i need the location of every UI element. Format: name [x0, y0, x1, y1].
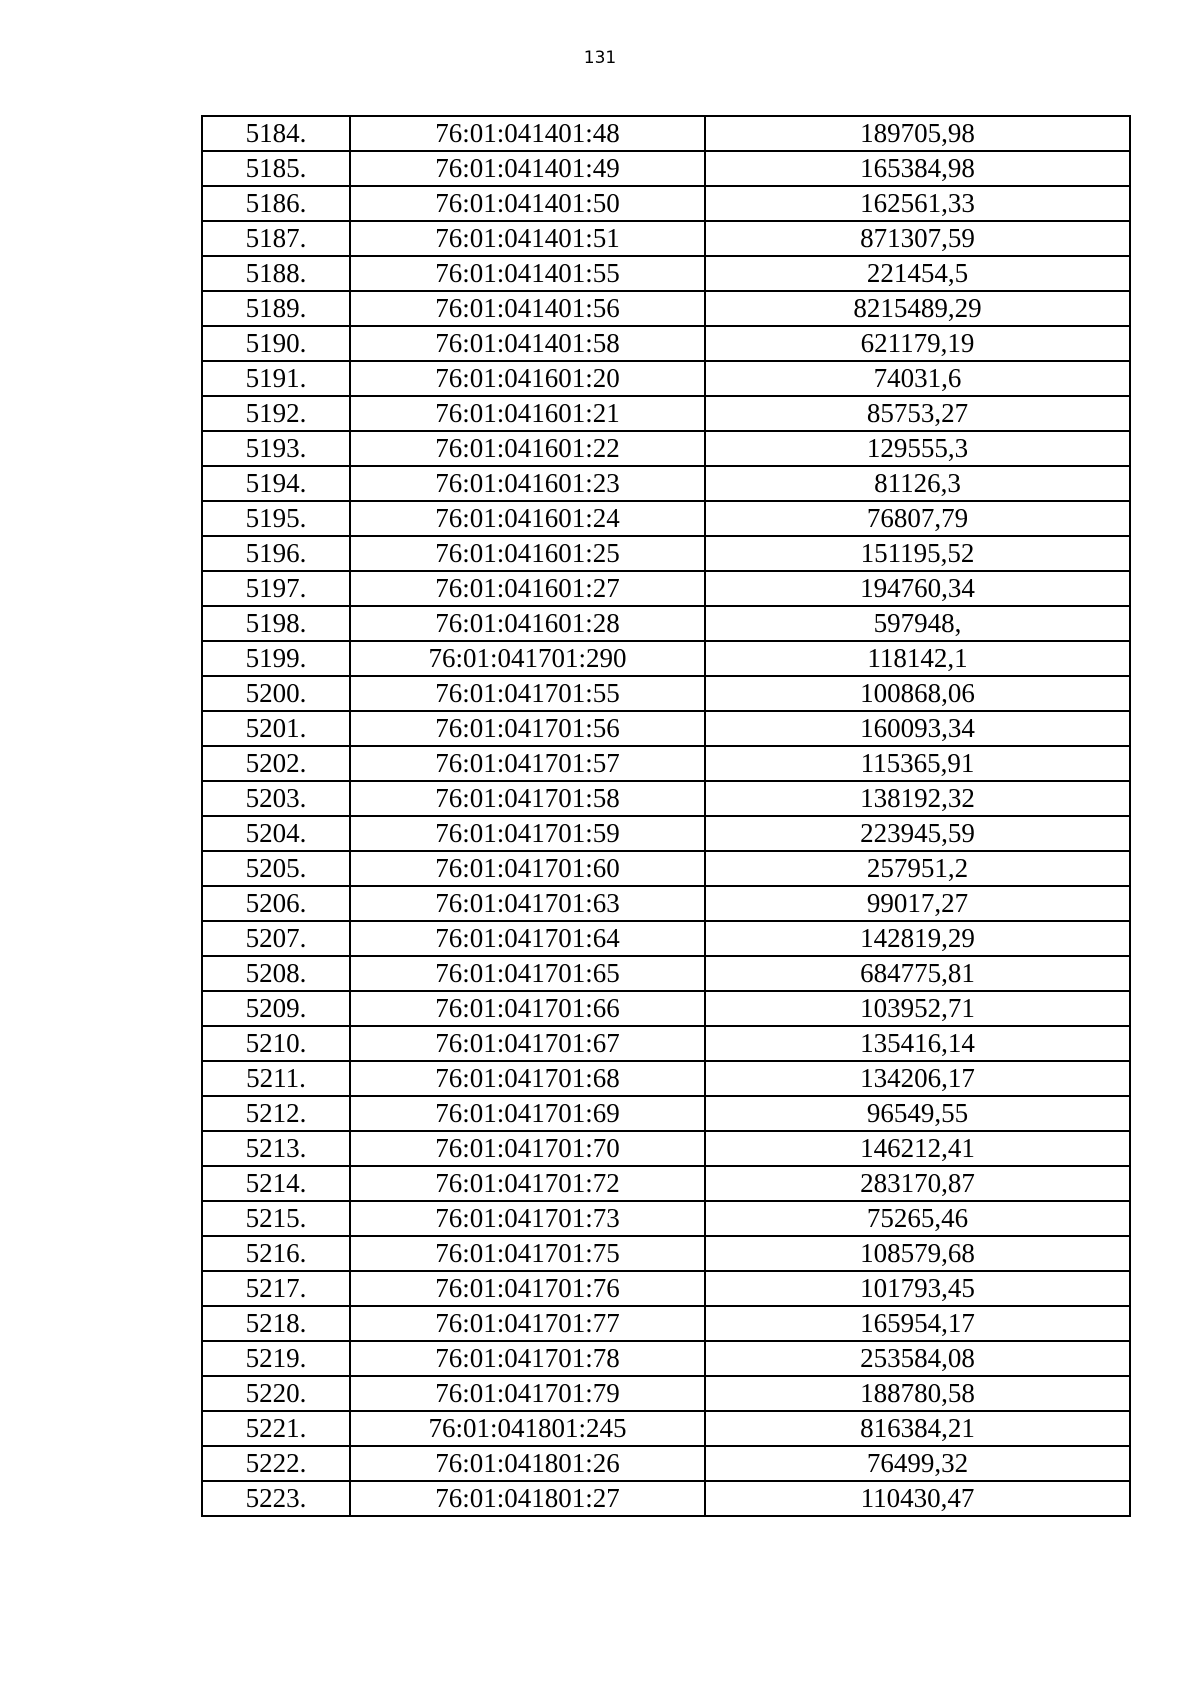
cadastral-number-cell: 76:01:041401:48 [350, 116, 705, 151]
cadastral-value-cell: 684775,81 [705, 956, 1130, 991]
row-number-cell: 5201. [202, 711, 350, 746]
cadastral-value-cell: 110430,47 [705, 1481, 1130, 1516]
row-number-cell: 5197. [202, 571, 350, 606]
cadastral-value-cell: 871307,59 [705, 221, 1130, 256]
cadastral-number-cell: 76:01:041601:23 [350, 466, 705, 501]
cadastral-value-cell: 194760,34 [705, 571, 1130, 606]
cadastral-number-cell: 76:01:041701:58 [350, 781, 705, 816]
table-row [202, 781, 1130, 816]
table-row [202, 1306, 1130, 1341]
table-row [202, 921, 1130, 956]
row-number-cell: 5208. [202, 956, 350, 991]
row-number-cell: 5219. [202, 1341, 350, 1376]
cadastral-value-cell: 188780,58 [705, 1376, 1130, 1411]
row-number-cell: 5217. [202, 1271, 350, 1306]
row-number-cell: 5222. [202, 1446, 350, 1481]
cadastral-value-cell: 189705,98 [705, 116, 1130, 151]
cadastral-number-cell: 76:01:041801:26 [350, 1446, 705, 1481]
row-number-cell: 5198. [202, 606, 350, 641]
table-row [202, 991, 1130, 1026]
row-number-cell: 5184. [202, 116, 350, 151]
cadastral-value-cell: 165954,17 [705, 1306, 1130, 1341]
row-number-cell: 5202. [202, 746, 350, 781]
row-number-cell: 5206. [202, 886, 350, 921]
row-number-cell: 5200. [202, 676, 350, 711]
table-row [202, 326, 1130, 361]
row-number-cell: 5191. [202, 361, 350, 396]
cadastral-number-cell: 76:01:041701:77 [350, 1306, 705, 1341]
cadastral-number-cell: 76:01:041701:55 [350, 676, 705, 711]
table-row [202, 1271, 1130, 1306]
row-number-cell: 5209. [202, 991, 350, 1026]
row-number-cell: 5203. [202, 781, 350, 816]
table-row [202, 1096, 1130, 1131]
cadastral-value-cell: 99017,27 [705, 886, 1130, 921]
table-row [202, 291, 1130, 326]
table-row [202, 151, 1130, 186]
table-row [202, 641, 1130, 676]
row-number-cell: 5193. [202, 431, 350, 466]
table-row [202, 1376, 1130, 1411]
cadastral-number-cell: 76:01:041701:79 [350, 1376, 705, 1411]
row-number-cell: 5188. [202, 256, 350, 291]
cadastral-number-cell: 76:01:041701:66 [350, 991, 705, 1026]
cadastral-value-cell: 115365,91 [705, 746, 1130, 781]
cadastral-value-cell: 76807,79 [705, 501, 1130, 536]
cadastral-number-cell: 76:01:041701:75 [350, 1236, 705, 1271]
row-number-cell: 5220. [202, 1376, 350, 1411]
table-row [202, 116, 1130, 151]
row-number-cell: 5223. [202, 1481, 350, 1516]
cadastral-number-cell: 76:01:041701:65 [350, 956, 705, 991]
cadastral-value-cell: 85753,27 [705, 396, 1130, 431]
cadastral-value-cell: 257951,2 [705, 851, 1130, 886]
table-row [202, 571, 1130, 606]
cadastral-number-cell: 76:01:041701:73 [350, 1201, 705, 1236]
row-number-cell: 5204. [202, 816, 350, 851]
cadastral-value-cell: 221454,5 [705, 256, 1130, 291]
cadastral-value-cell: 108579,68 [705, 1236, 1130, 1271]
cadastral-value-cell: 138192,32 [705, 781, 1130, 816]
row-number-cell: 5192. [202, 396, 350, 431]
table-row [202, 536, 1130, 571]
cadastral-value-cell: 162561,33 [705, 186, 1130, 221]
cadastral-number-cell: 76:01:041401:55 [350, 256, 705, 291]
table-row [202, 1166, 1130, 1201]
cadastral-value-cell: 597948, [705, 606, 1130, 641]
cadastral-value-cell: 146212,41 [705, 1131, 1130, 1166]
cadastral-value-cell: 81126,3 [705, 466, 1130, 501]
cadastral-number-cell: 76:01:041701:60 [350, 851, 705, 886]
cadastral-number-cell: 76:01:041601:25 [350, 536, 705, 571]
cadastral-number-cell: 76:01:041701:57 [350, 746, 705, 781]
row-number-cell: 5216. [202, 1236, 350, 1271]
cadastral-number-cell: 76:01:041701:76 [350, 1271, 705, 1306]
row-number-cell: 5211. [202, 1061, 350, 1096]
cadastral-value-cell: 103952,71 [705, 991, 1130, 1026]
table-row [202, 1201, 1130, 1236]
cadastral-value-cell: 142819,29 [705, 921, 1130, 956]
cadastral-number-cell: 76:01:041701:59 [350, 816, 705, 851]
cadastral-number-cell: 76:01:041801:27 [350, 1481, 705, 1516]
row-number-cell: 5221. [202, 1411, 350, 1446]
cadastral-value-cell: 151195,52 [705, 536, 1130, 571]
cadastral-value-cell: 129555,3 [705, 431, 1130, 466]
cadastral-number-cell: 76:01:041401:51 [350, 221, 705, 256]
cadastral-value-cell: 160093,34 [705, 711, 1130, 746]
cadastral-value-cell: 74031,6 [705, 361, 1130, 396]
row-number-cell: 5196. [202, 536, 350, 571]
cadastral-value-cell: 135416,14 [705, 1026, 1130, 1061]
table-row [202, 606, 1130, 641]
table-row [202, 1026, 1130, 1061]
cadastral-number-cell: 76:01:041601:20 [350, 361, 705, 396]
table-row [202, 851, 1130, 886]
cadastral-value-cell: 101793,45 [705, 1271, 1130, 1306]
row-number-cell: 5185. [202, 151, 350, 186]
cadastral-number-cell: 76:01:041701:67 [350, 1026, 705, 1061]
table-row [202, 501, 1130, 536]
cadastral-number-cell: 76:01:041601:22 [350, 431, 705, 466]
row-number-cell: 5187. [202, 221, 350, 256]
table-row [202, 711, 1130, 746]
cadastral-value-cell: 134206,17 [705, 1061, 1130, 1096]
row-number-cell: 5210. [202, 1026, 350, 1061]
table-row [202, 1131, 1130, 1166]
table-row [202, 396, 1130, 431]
cadastral-value-cell: 75265,46 [705, 1201, 1130, 1236]
table-row [202, 431, 1130, 466]
table-row [202, 816, 1130, 851]
row-number-cell: 5215. [202, 1201, 350, 1236]
cadastral-number-cell: 76:01:041601:21 [350, 396, 705, 431]
cadastral-value-cell: 283170,87 [705, 1166, 1130, 1201]
table-row [202, 186, 1130, 221]
cadastral-number-cell: 76:01:041401:49 [350, 151, 705, 186]
row-number-cell: 5205. [202, 851, 350, 886]
table-row [202, 1061, 1130, 1096]
cadastral-value-cell: 76499,32 [705, 1446, 1130, 1481]
cadastral-number-cell: 76:01:041701:56 [350, 711, 705, 746]
table-body [202, 116, 1130, 1516]
cadastral-value-table [201, 115, 1131, 1517]
row-number-cell: 5212. [202, 1096, 350, 1131]
cadastral-number-cell: 76:01:041701:63 [350, 886, 705, 921]
row-number-cell: 5213. [202, 1131, 350, 1166]
cadastral-number-cell: 76:01:041601:27 [350, 571, 705, 606]
cadastral-number-cell: 76:01:041701:69 [350, 1096, 705, 1131]
page-number: 131 [583, 48, 617, 68]
row-number-cell: 5189. [202, 291, 350, 326]
cadastral-number-cell: 76:01:041401:58 [350, 326, 705, 361]
table-row [202, 256, 1130, 291]
cadastral-number-cell: 76:01:041701:70 [350, 1131, 705, 1166]
table-row [202, 1236, 1130, 1271]
cadastral-value-cell: 96549,55 [705, 1096, 1130, 1131]
cadastral-value-cell: 816384,21 [705, 1411, 1130, 1446]
row-number-cell: 5186. [202, 186, 350, 221]
table-row [202, 1341, 1130, 1376]
cadastral-number-cell: 76:01:041801:245 [350, 1411, 705, 1446]
cadastral-number-cell: 76:01:041401:50 [350, 186, 705, 221]
cadastral-number-cell: 76:01:041601:24 [350, 501, 705, 536]
cadastral-number-cell: 76:01:041601:28 [350, 606, 705, 641]
table-row [202, 676, 1130, 711]
row-number-cell: 5214. [202, 1166, 350, 1201]
table-row [202, 1411, 1130, 1446]
table-row [202, 1481, 1130, 1516]
table-row [202, 221, 1130, 256]
row-number-cell: 5190. [202, 326, 350, 361]
table-row [202, 1446, 1130, 1481]
table-row [202, 886, 1130, 921]
cadastral-number-cell: 76:01:041701:290 [350, 641, 705, 676]
cadastral-value-cell: 118142,1 [705, 641, 1130, 676]
row-number-cell: 5218. [202, 1306, 350, 1341]
cadastral-value-cell: 165384,98 [705, 151, 1130, 186]
cadastral-number-cell: 76:01:041701:72 [350, 1166, 705, 1201]
cadastral-value-cell: 223945,59 [705, 816, 1130, 851]
table-row [202, 466, 1130, 501]
cadastral-number-cell: 76:01:041701:64 [350, 921, 705, 956]
table-row [202, 361, 1130, 396]
cadastral-number-cell: 76:01:041401:56 [350, 291, 705, 326]
table-row [202, 956, 1130, 991]
cadastral-value-cell: 621179,19 [705, 326, 1130, 361]
table-row [202, 746, 1130, 781]
cadastral-number-cell: 76:01:041701:68 [350, 1061, 705, 1096]
cadastral-value-cell: 8215489,29 [705, 291, 1130, 326]
cadastral-number-cell: 76:01:041701:78 [350, 1341, 705, 1376]
row-number-cell: 5194. [202, 466, 350, 501]
row-number-cell: 5207. [202, 921, 350, 956]
row-number-cell: 5195. [202, 501, 350, 536]
cadastral-value-cell: 253584,08 [705, 1341, 1130, 1376]
row-number-cell: 5199. [202, 641, 350, 676]
cadastral-value-cell: 100868,06 [705, 676, 1130, 711]
